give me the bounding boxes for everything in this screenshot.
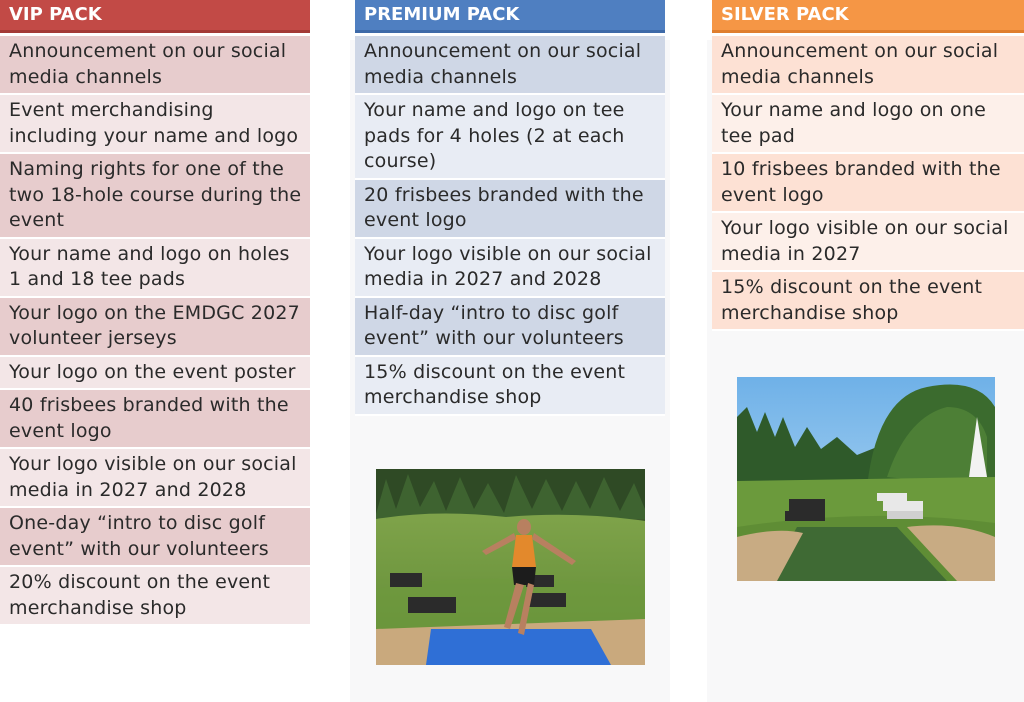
silver-item: Announcement on our social media channels [712, 36, 1024, 95]
silver-item: 15% discount on the event merchandise shop [712, 272, 1024, 331]
premium-item: 15% discount on the event merchandise shop [355, 357, 665, 416]
premium-pack-column [355, 0, 665, 702]
premium-pack-header: PREMIUM PACK [355, 0, 665, 33]
vip-item: One-day “intro to disc golf event” with our volunteers [0, 508, 310, 567]
vip-pack-column [0, 0, 310, 702]
vip-item: 40 frisbees branded with the event logo [0, 390, 310, 449]
disc-golf-player-photo [376, 469, 645, 665]
silver-item: 10 frisbees branded with the event logo [712, 154, 1024, 213]
vip-item: 20% discount on the event merchandise shop [0, 567, 310, 626]
premium-pack-items [355, 36, 665, 416]
vip-item: Announcement on our social media channels [0, 36, 310, 95]
vip-item: Event merchandising including your name and logo [0, 95, 310, 154]
vip-item: Your logo on the EMDGC 2027 volunteer jerseys [0, 298, 310, 357]
vip-item: Your logo visible on our social media in 2027 and 2028 [0, 449, 310, 508]
silver-pack-column [712, 0, 1024, 702]
vip-pack-items [0, 36, 310, 626]
silver-pack-header: SILVER PACK [712, 0, 1024, 33]
premium-item: 20 frisbees branded with the event logo [355, 180, 665, 239]
tee-pad-photo [737, 377, 995, 581]
vip-pack-header: VIP PACK [0, 0, 310, 33]
silver-pack-items [712, 36, 1024, 331]
silver-item: Your logo visible on our social media in 2027 [712, 213, 1024, 272]
vip-item: Naming rights for one of the two 18-hole course during the event [0, 154, 310, 239]
premium-item: Announcement on our social media channels [355, 36, 665, 95]
vip-item: Your logo on the event poster [0, 357, 310, 391]
silver-item: Your name and logo on one tee pad [712, 95, 1024, 154]
vip-item: Your name and logo on holes 1 and 18 tee pads [0, 239, 310, 298]
premium-item: Your name and logo on tee pads for 4 holes (2 at each course) [355, 95, 665, 180]
premium-item: Half-day “intro to disc golf event” with our volunteers [355, 298, 665, 357]
premium-item: Your logo visible on our social media in 2027 and 2028 [355, 239, 665, 298]
